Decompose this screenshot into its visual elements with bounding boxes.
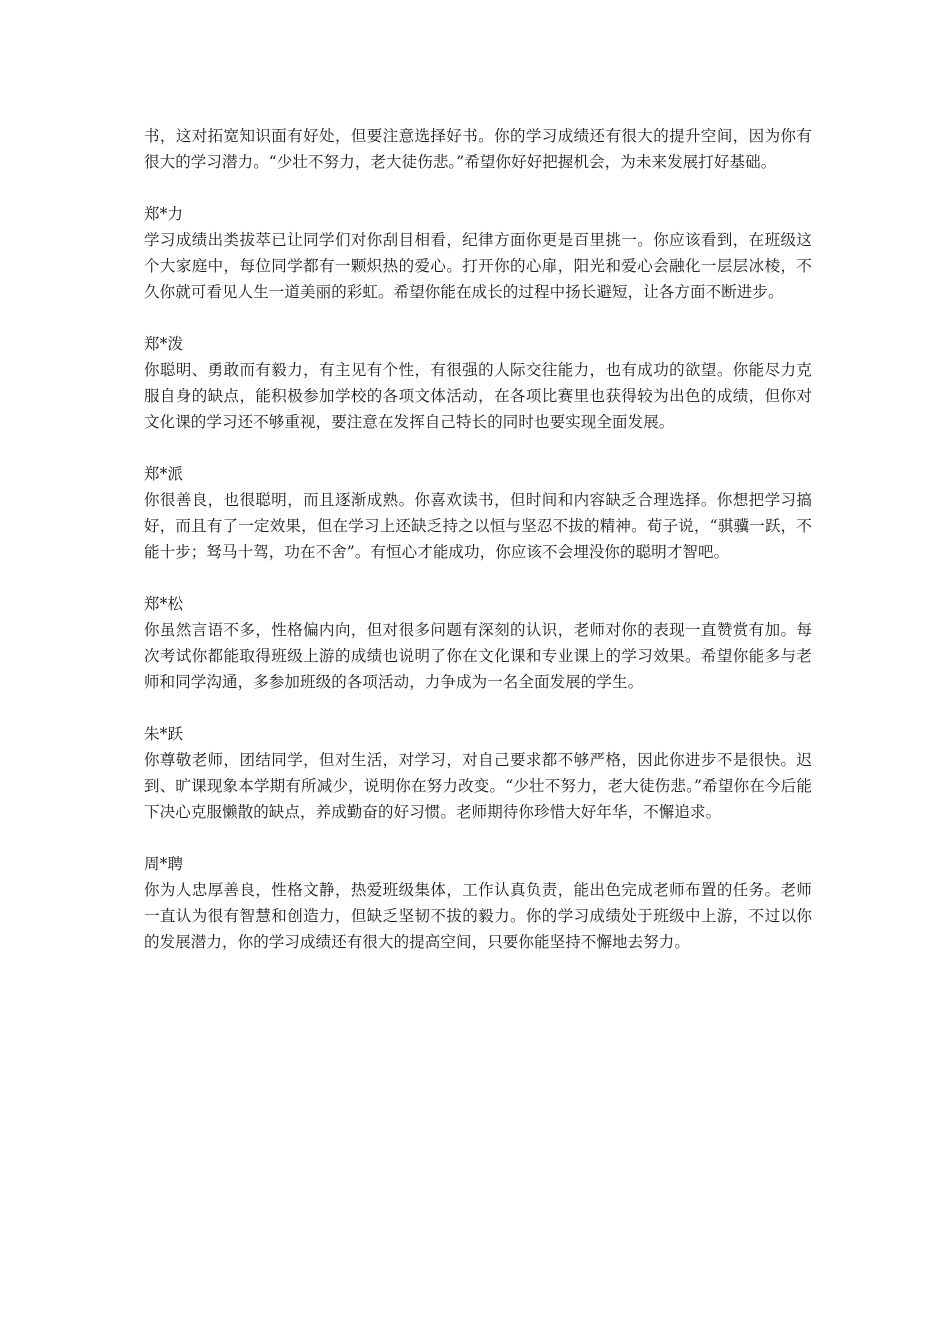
student-comment: 你为人忠厚善良，性格文静，热爱班级集体，工作认真负责，能出色完成老师布置的任务。老师一直认为很有智慧和创造力，但缺乏坚韧不拔的毅力。你的学习成绩处于班级中上游，不过以你的发展潜力，你的学习成绩还有很大的提高空间，只要你能坚持不懈地去努力。: [144, 881, 812, 951]
document-content: [144, 123, 812, 955]
entry-3: [144, 461, 812, 565]
student-comment: 你虽然言语不多，性格偏内向，但对很多问题有深刻的认识，老师对你的表现一直赞赏有加。每次考试你都能取得班级上游的成绩也说明了你在文化课和专业课上的学习效果。希望你能多与老师和同学沟通，多参加班级的各项活动，力争成为一名全面发展的学生。: [144, 621, 812, 691]
student-name: 郑*派: [144, 465, 184, 483]
student-comment: 学习成绩出类拔萃已让同学们对你刮目相看，纪律方面你更是百里挑一。你应该看到，在班级这个大家庭中，每位同学都有一颗炽热的爱心。打开你的心扉，阳光和爱心会融化一层层冰棱，不久你就可看见人生一道美丽的彩虹。希望你能在成长的过程中扬长避短，让各方面不断进步。: [144, 231, 812, 301]
student-name: 周*聘: [144, 855, 184, 873]
intro-paragraph: 书，这对拓宽知识面有好处，但要注意选择好书。你的学习成绩还有很大的提升空间，因为你有很大的学习潜力。“少壮不努力，老大徒伤悲。”希望你好好把握机会，为未来发展打好基础。: [144, 127, 812, 171]
entry-1: [144, 201, 812, 305]
student-comment: 你聪明、勇敢而有毅力，有主见有个性，有很强的人际交往能力，也有成功的欲望。你能尽力克服自身的缺点，能积极参加学校的各项文体活动，在各项比赛里也获得较为出色的成绩，但你对文化课的学习还不够重视，要注意在发挥自己特长的同时也要实现全面发展。: [144, 361, 812, 431]
student-name: 郑*泼: [144, 335, 184, 353]
student-name: 郑*力: [144, 205, 184, 223]
student-comment: 你尊敬老师，团结同学，但对生活，对学习，对自己要求都不够严格，因此你进步不是很快。迟到、旷课现象本学期有所减少，说明你在努力改变。“少壮不努力，老大徒伤悲。”希望你在今后能下决心克服懒散的缺点，养成勤奋的好习惯。老师期待你珍惜大好年华，不懈追求。: [144, 751, 812, 821]
entry-4: [144, 591, 812, 695]
entry-5: [144, 721, 812, 825]
student-name: 郑*松: [144, 595, 184, 613]
student-comment: 你很善良，也很聪明，而且逐渐成熟。你喜欢读书，但时间和内容缺乏合理选择。你想把学习搞好，而且有了一定效果，但在学习上还缺乏持之以恒与坚忍不拔的精神。荀子说，“骐骥一跃，不能十步；驽马十驾，功在不舍”。有恒心才能成功，你应该不会埋没你的聪明才智吧。: [144, 491, 812, 561]
student-name: 朱*跃: [144, 725, 184, 743]
entry-2: [144, 331, 812, 435]
entry-6: [144, 851, 812, 955]
